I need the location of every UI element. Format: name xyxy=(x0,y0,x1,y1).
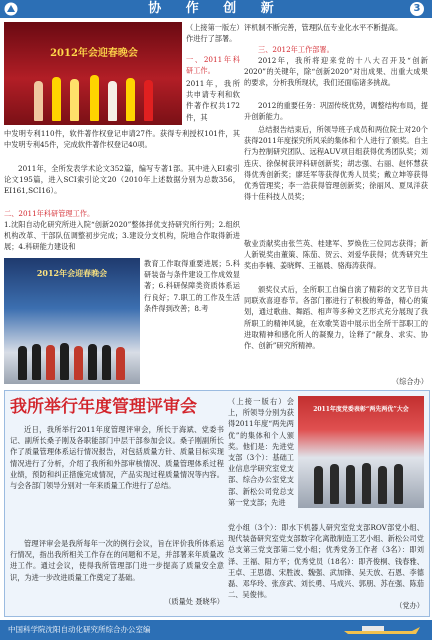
paragraph-management-cont: 教育工作取得重要进展；5.科研装备与条件建设工作成效显著；6.科研保障类资质体系运行良好；7.职工的工作及生活条件得到改善；8.考 xyxy=(144,259,240,313)
photo-banner: 2012年会迎春晚会 xyxy=(50,48,138,59)
subheading-plan: 三、2012年工作部署。 xyxy=(258,45,334,54)
paragraph-awards-2: 敬业贡献奖由张竺英、桂建军、罗焕佐三位同志获得；新人新锐奖由董策、陈茄、贺云、刘爱华获得；优秀研究生奖由李楠、姜晓辉、王福晨、骆海涛获得。 xyxy=(244,239,428,271)
paragraph-tasks: 2012的重要任务：巩固传统优势，调整结构布局，提升创新能力。 xyxy=(244,101,428,122)
subheading-management: 二、2011年科研管理工作。 xyxy=(4,209,95,218)
award-caption: （上接一版右）会上，所领导分别为获得2011年度“两先两优”的集体和个人颁奖。他们是：先进党支部（3个）：基础工业信息学研究室党支部、综合办公室党支部、新松公司党总支第一党支部；先进 xyxy=(228,397,294,507)
paragraph-patents: 2011年，我所共申请专利和软件著作权共172件，其 xyxy=(186,79,240,122)
page-number: 3 xyxy=(410,2,424,16)
signature-office: （综合办） xyxy=(392,377,428,386)
paragraph-management: 1.沈阳自动化研究所进入院“创新2020”整体择优支持研究所行列；2.组织机构改革、干部队伍调整初步完成；3.建设分支机构，院地合作取得新进展；4.科研能力建设和 xyxy=(4,220,240,252)
photo-banner-3: 2011年度党委表彰“两先两优”大会 xyxy=(313,406,409,413)
photo-banner-2: 2012年会迎春晚会 xyxy=(36,268,108,278)
chorus-photo xyxy=(4,258,140,384)
award-list: 党小组（3个）：即水下机器人研究室党支部ROV部党小组、现代装备研究室党支部数字化离散制造工艺小组、新松公司党总支第三党支部第二党小组；优秀党务工作者（3名）：即刘泽、王福、阳方平；优秀党员（18名）：即齐俊桐、钱春雅、王卓、王思德、宋胜波、魏强、武加锋、吴天放、石恩、李德磊、邓华玲、张彦武、刘长勇、马成兴、郭朋、苏在强、陈茄二、吴俊伟。 xyxy=(228,523,424,600)
review-paragraph-2: 管理评审会是我所每年一次的例行会议，旨在评价我所体系运行情况，指出我所相关工作存在的问题和不足，并部署来年质量改进工作。通过会议，使得我所管理部门进一步提高了质量安全意识，为进一步改进质量工作奠定了基础。 xyxy=(10,539,224,582)
paragraph-awards: 总结报告结束后，所领导班子成员和两位院士对20个获得2011年度探究所风采的集体和个人进行了颁奖。自主行为控制研究团队、远程AUV项目组获得优秀团队奖；刘连庆、徐保树获评科研创新奖；胡志强、右丽、赵怀慧获得优秀创新奖；廖廷军等获得优秀人员奖；戴立坤等获得优秀管理奖；李一浩获得管理创新奖；徐丽风、夏凤洋获得十佳科技人员奖； xyxy=(244,125,428,202)
paragraph-performance: 颁奖仪式后，全所职工自编自演了精彩的文艺节目共同联欢喜迎春节。各部门都进行了积极的筹备，精心的策划，通过歌曲、舞蹈、相声等多种文艺形式充分展现了我所职工的精神风貌，在欢歌笑语中展示出全所干部职工的进取精神和感化所人的凝聚力，诠释了“献身、求实、协作、创新”研究所精神。 xyxy=(244,285,428,351)
gala-photo-top xyxy=(4,22,182,125)
review-paragraph-1: 近日，我所举行2011年度管理评审会，所长于海斌、党委书记、副所长桑子刚及各职能部门中层干部参加会议。桑子刚副所长作了质量管理体系运行情况报告，对包括质量方针、质量目标实现情况进行了分析，介绍了我所和外部审核情况、质量管理体系过程业绩，预防和纠正措施完成情况，产品实现过程质量情况等内容。与会各部门领导分别对一年来质量工作进行了总结。 xyxy=(10,425,224,491)
party-office-signature: （党办） xyxy=(395,601,424,610)
paragraph-patents-cont: 中发明专利110件，软件著作权登记申请27件。获得专利授权101件，其中发明专利45件，完成软件著作权登记40项。 xyxy=(4,129,240,150)
ship-icon xyxy=(342,622,422,636)
subheading-research: 一、2011年科研工作。 xyxy=(186,55,240,76)
article-title: 我所举行年度管理评审会 xyxy=(10,397,197,417)
footer-credit: 中国科学院沈阳自动化研究所综合办公室编 xyxy=(8,625,151,634)
award-ceremony-photo xyxy=(298,396,424,508)
paragraph-evaluation: 评机制不断完善，管理队伍专业化水平不断提高。 xyxy=(244,23,403,32)
paragraph-plan: 2012年，我所将迎来党的十八大召开及“创新2020”的关键年，除“创新2020”对出成果、出重大成果的要求，分析我所现状，我们还面临诸多挑战。 xyxy=(244,56,428,88)
section-title: 协 作 创 新 xyxy=(148,1,284,16)
review-signature: （质量处 聂晓华） xyxy=(164,597,224,606)
paragraph-papers: 2011年，全所发表学术论文352篇，编写专著1部。其中进入EI索引论文195篇，进入SCI索引论文20（2010年上述数据分别为总数356，EI161,SCI16）。 xyxy=(4,164,240,196)
continued-note: （上接第一版左）作进行了部署。 xyxy=(186,23,240,44)
